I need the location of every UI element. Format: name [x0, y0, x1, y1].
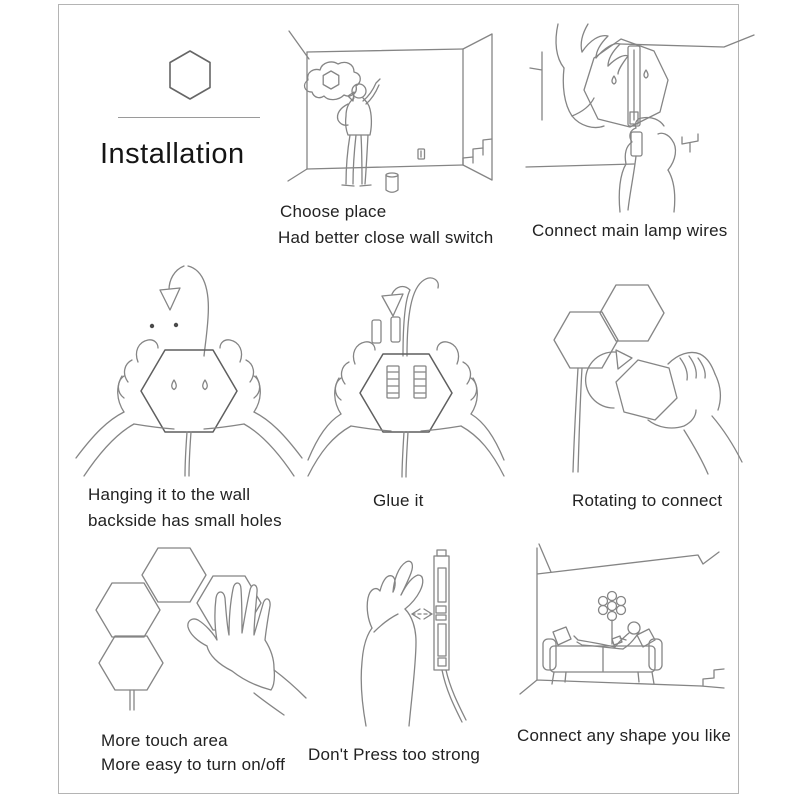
stairs — [701, 669, 724, 688]
hexagon-logo-icon — [168, 50, 212, 100]
caption-hang-line2: backside has small holes — [88, 511, 282, 530]
caption-connect-wires: Connect main lamp wires — [532, 221, 728, 240]
stairs — [463, 139, 492, 165]
power-cable — [442, 670, 466, 722]
caption-any-shape: Connect any shape you like — [517, 726, 732, 745]
power-cable — [185, 432, 191, 476]
caption-press: Don't Press too strong — [308, 745, 481, 764]
touching-hand — [188, 583, 306, 715]
caption-hang-line1: Hanging it to the wall — [88, 485, 251, 504]
caption-glue: Glue it — [373, 491, 424, 510]
page-title: Installation — [100, 138, 245, 170]
caption-touch-line1: More touch area — [101, 731, 228, 750]
nail-dot — [150, 324, 154, 328]
paint-can — [386, 173, 398, 192]
hexagon-panel — [360, 354, 452, 432]
illustration-any-shape — [506, 540, 758, 708]
illustration-hang-on-wall — [72, 262, 308, 478]
panel-side-view — [434, 550, 449, 670]
mounting-holes — [172, 380, 208, 390]
illustration-connect-wires — [524, 24, 758, 212]
wall-switch — [418, 149, 425, 159]
room-walls — [288, 31, 492, 181]
pressing-hand — [361, 561, 423, 726]
illustration-choose-place — [276, 28, 508, 204]
panel-holes — [612, 70, 648, 84]
power-cable — [573, 368, 582, 472]
down-arrow — [160, 266, 208, 356]
title-divider — [118, 117, 260, 118]
hexagon-lamp-cluster — [599, 592, 626, 645]
caption-touch-line2: More easy to turn on/off — [101, 755, 286, 774]
press-arrow — [412, 609, 432, 619]
caption-rotate: Rotating to connect — [572, 491, 723, 510]
adhesive-strips-loose — [372, 317, 400, 343]
hexagon-panel — [141, 350, 237, 432]
power-cable — [402, 432, 408, 477]
illustration-glue — [308, 262, 512, 478]
wall-bracket — [682, 134, 698, 152]
illustration-press-gently — [308, 536, 492, 726]
left-hand — [556, 24, 628, 128]
curved-arrow — [382, 278, 438, 356]
power-cable — [130, 690, 134, 710]
adhesive-strips-applied — [387, 366, 426, 398]
caption-choose-place-line2: Had better close wall switch — [278, 228, 494, 247]
illustration-rotate-to-connect — [528, 272, 772, 474]
nail-dot — [174, 323, 178, 327]
caption-choose-place-line1: Choose place — [280, 202, 387, 221]
illustration-touch-area — [66, 536, 312, 714]
thought-bubble — [305, 62, 361, 101]
rotation-arrow — [586, 350, 632, 408]
person-on-sofa — [574, 622, 640, 649]
